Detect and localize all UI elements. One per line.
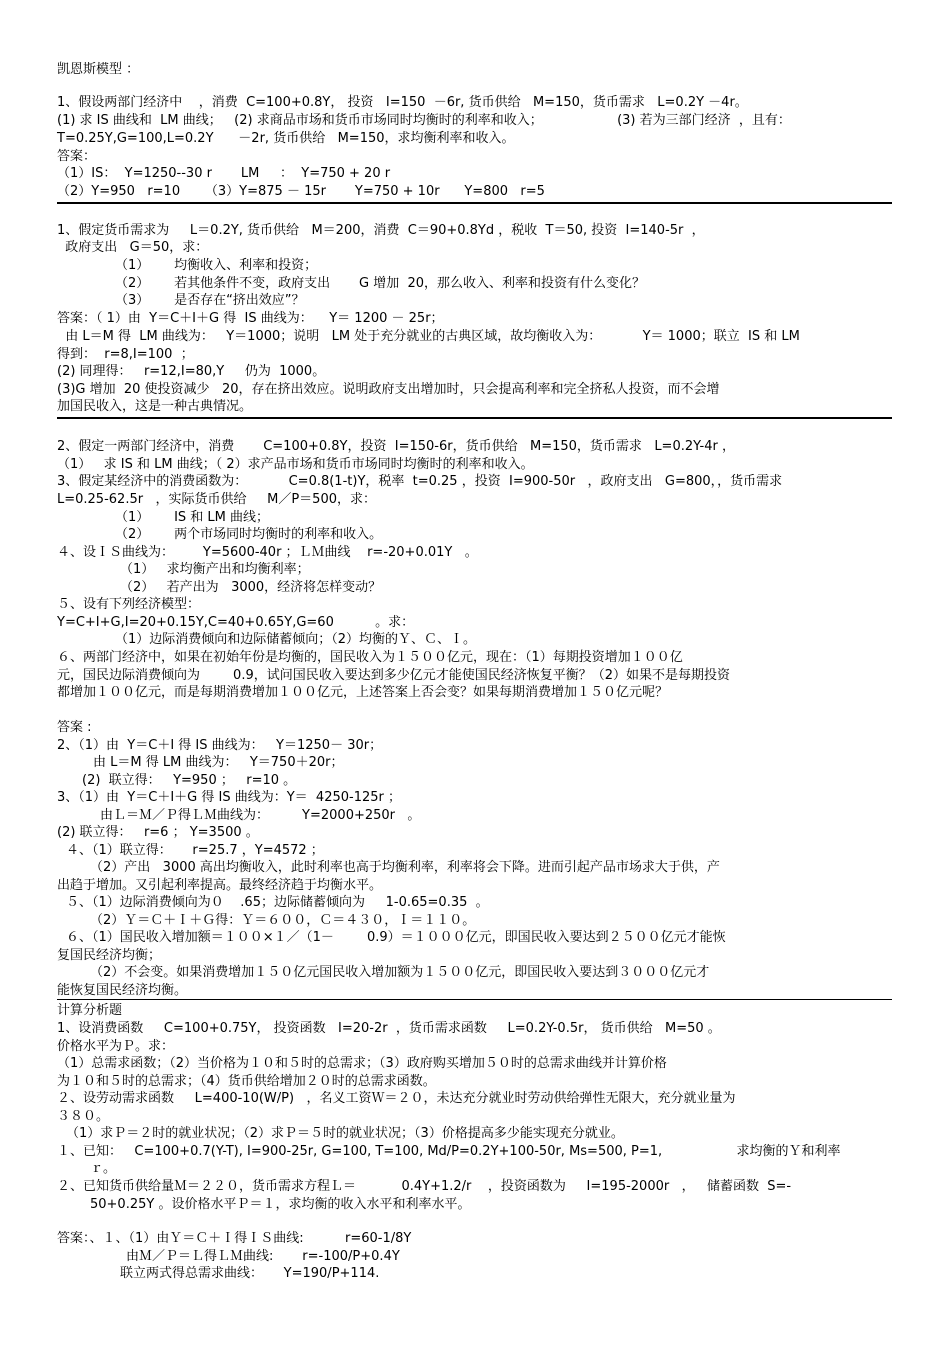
- s3-answer-line: ４、（1）联立得： r=25.7 ，Y=4572 ；: [66, 843, 324, 858]
- s4-question-line: 50+0.25Y 。设价格水平Ｐ＝１，求均衡的收入水平和利率水平。: [90, 1197, 471, 1212]
- s4-heading: 计算分析题: [57, 1003, 123, 1018]
- s4-question-line: （1）求Ｐ＝２时的就业状况；（2）求Ｐ＝５时的就业状况；（3）价格提高多少能实现充分就业。: [66, 1126, 624, 1141]
- s2-answer-line: (3)G 增加 20 使投资减少 20，存在挤出效应。说明政府支出增加时，只会提高利率和完全挤私人投资，而不会增: [57, 382, 720, 397]
- s3-subquestion: （1） IS 和 LM 曲线；: [115, 510, 270, 525]
- s3-answer-line: （2）Ｙ＝Ｃ＋Ｉ＋Ｇ得：Ｙ＝６００，Ｃ＝４３０，Ｉ＝１１０。: [90, 913, 476, 928]
- s3-answer-label: 答案 :: [57, 720, 92, 735]
- s3-subquestion: （2） 若产出为 3000，经济将怎样变动？: [120, 580, 382, 595]
- s3-question-line: L=0.25-62.5r ，实际货币供给 M／P＝500，求：: [57, 492, 376, 507]
- s3-question-line: ６、两部门经济中，如果在初始年份是均衡的，国民收入为１５００亿元，现在：（1）每期投资增加１００亿: [57, 650, 683, 665]
- section-divider: [57, 999, 892, 1000]
- s2-answer-line: 由 L＝M 得 LM 曲线为： Y＝1000；说明 LM 处于充分就业的古典区域，故均衡收入为： Y＝ 1000；联立 IS 和 LM: [57, 329, 800, 344]
- s2-answer-line: 得到： r=8,I=100 ；: [57, 347, 194, 362]
- s2-subquestion: （2） 若其他条件不变，政府支出 G 增加 20，那么收入、利率和投资有什么变化？: [115, 276, 646, 291]
- s3-subquestion: （1）边际消费倾向和边际储蓄倾向；（2）均衡的Ｙ、Ｃ、Ｉ。: [115, 632, 477, 647]
- s3-subquestion: （1） 求均衡产出和均衡利率；: [120, 562, 310, 577]
- section-divider: [57, 417, 892, 419]
- s3-answer-line: 由 L＝M 得 LM 曲线为： Y＝750＋20r；: [93, 755, 344, 770]
- s4-answer-line: 答案：、１、（1）由Ｙ＝Ｃ＋Ｉ得ＩＳ曲线: r=60-1/8Y: [57, 1231, 412, 1246]
- s3-question-line: 都增加１００亿元，而是每期消费增加１００亿元，上述答案上否会变？如果每期消费增加１５０亿元呢？: [57, 685, 669, 700]
- s3-answer-line: (2) 联立得： r=6 ； Y=3500 。: [57, 825, 259, 840]
- s2-answer-line: 答案：（ 1）由 Y＝C＋I＋G 得 IS 曲线为： Y＝ 1200 － 25r；: [57, 311, 444, 326]
- s4-question-line: （1）总需求函数；（2）当价格为１０和５时的总需求；（3）政府购买增加５０时的总需求曲线并计算价格: [57, 1056, 667, 1071]
- s1-question-line: 1、假设两部门经济中 ，消费 C=100+0.8Y， 投资 I=150 －6r, 货币供给 M=150，货币需求 L=0.2Y －4r。: [57, 95, 748, 110]
- s3-answer-line: ６、（1）国民收入增加额＝１００×１／（1－ 0.9）＝１０００亿元，即国民收入要达到２５００亿元才能恢: [66, 930, 726, 945]
- s4-question-line: ３８０。: [57, 1109, 110, 1124]
- s4-question-line: １、已知： C=100+0.7(Y-T), I=900-25r, G=100, T=100, Md/P=0.2Y+100-50r, Ms=500, P=1, 求均衡的Ｙ和利率: [57, 1144, 841, 1159]
- s2-subquestion: （3） 是否存在“挤出效应”？: [115, 293, 305, 308]
- s3-question-line: 2、假定一两部门经济中，消费 C=100+0.8Y，投资 I=150-6r，货币供给 M=150，货币需求 L=0.2Y-4r ，: [57, 439, 735, 454]
- s3-answer-line: 2、（1）由 Y＝C＋I 得 IS 曲线为： Y＝1250－ 30r；: [57, 738, 383, 753]
- s1-question-line: T=0.25Y,G=100,L=0.2Y －2r, 货币供给 M=150，求均衡利率和收入。: [57, 131, 515, 146]
- s3-question-line: ５、设有下列经济模型：: [57, 597, 201, 612]
- s2-question-line: 政府支出 G＝50，求：: [57, 240, 209, 255]
- s2-subquestion: （1） 均衡收入、利率和投资；: [115, 258, 318, 273]
- section-divider: [57, 202, 892, 204]
- s3-question-line: Y=C+I+G,I=20+0.15Y,C=40+0.65Y,G=60 。求：: [57, 615, 415, 630]
- s3-answer-line: ５、（1）边际消费倾向为０ .65；边际储蓄倾向为 1-0.65=0.35 。: [66, 895, 489, 910]
- s1-answer-line: （2）Y=950 r=10 （3）Y=875 － 15r Y=750 + 10r Y=800 r=5: [57, 184, 545, 199]
- s3-question-line: 3、假定某经济中的消费函数为： C=0.8(1-t)Y，税率 t=0.25 ，投资 I=900-50r ，政府支出 G=800，，货币需求: [57, 474, 783, 489]
- s3-answer-line: (2) 联立得： Y=950 ； r=10 。: [82, 773, 297, 788]
- s3-answer-line: 3、（1）由 Y＝C＋I＋G 得 IS 曲线为：Y＝ 4250-125r ；: [57, 790, 401, 805]
- s3-question-line: ４、设ＩＳ曲线为： Y=5600-40r ；ＬＭ曲线 r=-20+0.01Y 。: [57, 545, 478, 560]
- s3-question-line: 元，国民边际消费倾向为 0.9，试问国民收入要达到多少亿元才能使国民经济恢复平衡？（2）如果不是每期投资: [57, 668, 731, 683]
- s1-answer-line: （1）IS： Y=1250--30 r LM ： Y=750 + 20 r: [57, 166, 391, 181]
- doc-title: 凯恩斯模型 ：: [57, 62, 140, 77]
- s2-answer-line: 加国民收入，这是一种古典情况。: [57, 399, 253, 414]
- s4-question-line: 1、设消费函数 C=100+0.75Y， 投资函数 I=20-2r ，货币需求函数 L=0.2Y-0.5r， 货币供给 M=50 。: [57, 1021, 721, 1036]
- s4-question-line: 为１０和５时的总需求；（4）货币供给增加２０时的总需求函数。: [57, 1074, 436, 1089]
- s3-answer-line: 由Ｌ＝Ｍ／Ｐ得ＬＭ曲线为： Y=2000+250r 。: [100, 808, 421, 823]
- s2-answer-line: (2) 同理得： r=12,I=80,Y 仍为 1000。: [57, 364, 326, 379]
- s3-answer-line: 出趋于增加。又引起利率提高。最终经济趋于均衡水平。: [57, 878, 383, 893]
- s4-question-line: ｒ。: [90, 1161, 117, 1176]
- s1-answer-label: 答案：: [57, 149, 97, 164]
- s4-question-line: ２、设劳动需求函数 L=400-10(W/P) ，名义工资Ｗ＝２０，未达充分就业时劳动供给弹性无限大，充分就业量为: [57, 1091, 736, 1106]
- s4-question-line: 价格水平为Ｐ。求：: [57, 1039, 175, 1054]
- s1-question-line: (1) 求 IS 曲线和 LM 曲线； (2) 求商品市场和货币市场同时均衡时的利率和收入； (3) 若为三部门经济 ，且有：: [57, 113, 791, 128]
- s3-question-line: （1） 求 IS 和 LM 曲线；（ 2）求产品市场和货币市场同时均衡时的利率和收入。: [57, 457, 534, 472]
- s3-answer-line: （2）不会变。如果消费增加１５０亿元国民收入增加额为１５００亿元，即国民收入要达到３０００亿元才: [90, 965, 710, 980]
- s2-question-line: 1、假定货币需求为 L＝0.2Y, 货币供给 M＝200，消费 C＝90+0.8Yd ，税收 T＝50, 投资 I=140-5r ，: [57, 223, 705, 238]
- s4-question-line: ２、已知货币供给量Ｍ＝２２０，货币需求方程Ｌ＝ 0.4Y+1.2/r ，投资函数为 I=195-2000r ， 储蓄函数 S=-: [57, 1179, 792, 1194]
- s4-answer-line: 由Ｍ／Ｐ＝Ｌ得ＬＭ曲线: r=-100/P+0.4Y: [126, 1249, 400, 1264]
- s3-answer-line: 能恢复国民经济均衡。: [57, 983, 188, 998]
- s3-subquestion: （2） 两个市场同时均衡时的利率和收入。: [115, 527, 383, 542]
- s3-answer-line: 复国民经济均衡；: [57, 948, 162, 963]
- s4-answer-line: 联立两式得总需求曲线： Y=190/P+114.: [120, 1266, 380, 1281]
- s3-answer-line: （2）产出 3000 高出均衡收入，此时利率也高于均衡利率，利率将会下降。进而引起产品市场求大于供，产: [90, 860, 720, 875]
